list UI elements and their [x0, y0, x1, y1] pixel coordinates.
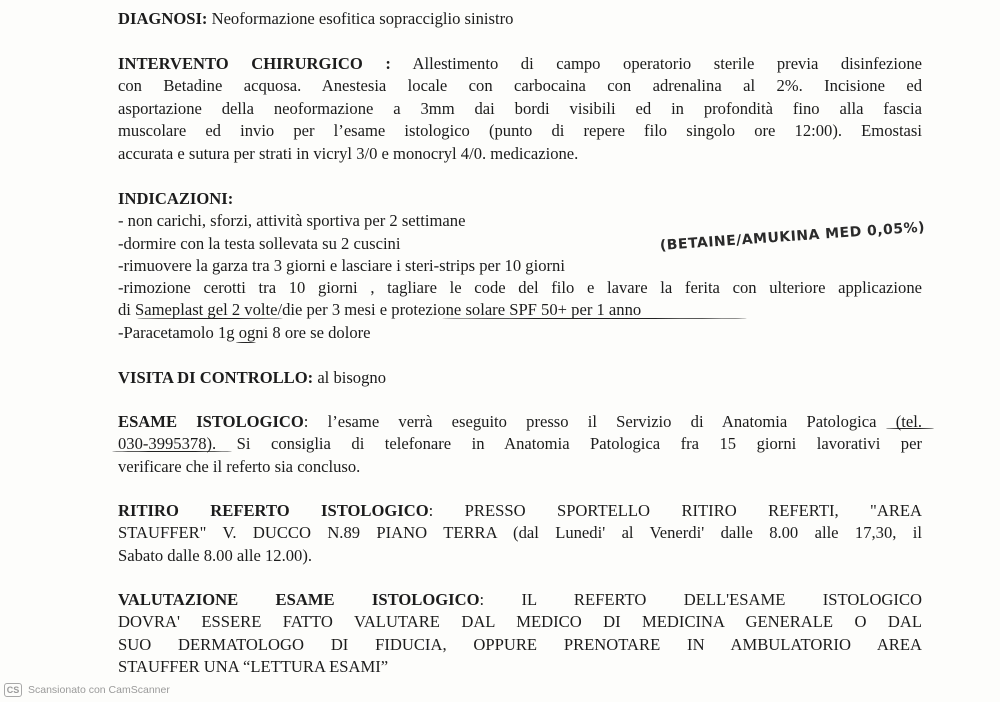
esame-text-1: : l’esame verrà eseguito presso il Servizio di Anatomia Patologica (tel. [303, 412, 922, 431]
indicazioni-item: -rimozione cerotti tra 10 giorni , tagliare le code del filo e lavare la ferita con ulteriore applicazione [118, 278, 922, 297]
diagnosi-label: DIAGNOSI: [118, 9, 208, 28]
valutazione-line-3: SUO DERMATOLOGO DI FIDUCIA, OPPURE PRENOTARE IN AMBULATORIO AREA [118, 635, 922, 654]
visita-line [118, 368, 922, 388]
intervento-label: INTERVENTO CHIRURGICO : [118, 54, 391, 73]
ritiro-line-1 [118, 501, 922, 521]
esame-line-2: 030-3995378). Si consiglia di telefonare in Anatomia Patologica fra 15 giorni lavorativi per [118, 434, 922, 453]
handwritten-note: (BETAINE/AMUKINA MED 0,05%) [659, 219, 926, 254]
indicazioni-label: INDICAZIONI: [118, 189, 234, 208]
esame-line-3: verificare che il referto sia concluso. [118, 457, 361, 476]
indicazioni-item: di Sameplast gel 2 volte/die per 3 mesi e protezione solare SPF 50+ per 1 anno [118, 300, 642, 319]
camscanner-watermark [4, 682, 170, 698]
esame-line-1 [118, 412, 922, 432]
indicazioni-item: - non carichi, sforzi, attività sportiva per 2 settimane [118, 211, 466, 230]
handwritten-underline-sameplast [137, 318, 283, 319]
ritiro-line-2: STAUFFER" V. DUCCO N.89 PIANO TERRA (dal Lunedi' al Venerdi' dalle 8.00 alle 17,30, il [118, 523, 922, 542]
handwritten-underline-spf [442, 318, 747, 319]
indicazioni-item: -rimuovere la garza tra 3 giorni e lasciare i steri-strips per 10 giorni [118, 256, 565, 275]
intervento-line-1 [118, 54, 922, 74]
valutazione-line-4: STAUFFER UNA “LETTURA ESAMI” [118, 657, 389, 676]
valutazione-label: VALUTAZIONE ESAME ISTOLOGICO [118, 590, 480, 609]
visita-text: al bisogno [313, 368, 386, 387]
camscanner-text: Scansionato con CamScanner [28, 684, 170, 696]
indicazioni-item: -dormire con la testa sollevata su 2 cuscini [118, 234, 401, 253]
indicazioni-item: -Paracetamolo 1g ogni 8 ore se dolore [118, 323, 371, 342]
intervento-line-3: asportazione della neoformazione a 3mm dai bordi visibili ed in profondità fino alla fascia [118, 99, 922, 118]
visita-label: VISITA DI CONTROLLO: [118, 368, 314, 387]
valutazione-line-1 [118, 590, 922, 610]
valutazione-text-1: : IL REFERTO DELL'ESAME ISTOLOGICO [479, 590, 922, 609]
ritiro-line-3: Sabato dalle 8.00 alle 12.00). [118, 546, 313, 565]
diagnosi-text: Neoformazione esofitica sopracciglio sinistro [207, 9, 514, 28]
ritiro-label: RITIRO REFERTO ISTOLOGICO [118, 501, 429, 520]
intervento-line-5: accurata e sutura per strati in vicryl 3/0 e monocryl 4/0. medicazione. [118, 144, 579, 163]
intervento-line-2: con Betadine acquosa. Anestesia locale con carbocaina con adrenalina al 2%. Incisione ed [118, 76, 922, 95]
diagnosi-line [118, 9, 922, 29]
handwritten-underline-paracetamolo [236, 342, 256, 343]
intervento-line-4: muscolare ed invio per l’esame istologico (punto di repere filo singolo ore 12:00). Emostasi [118, 121, 922, 140]
ritiro-text-1: : PRESSO SPORTELLO RITIRO REFERTI, "AREA [428, 501, 923, 520]
valutazione-line-2: DOVRA' ESSERE FATTO VALUTARE DAL MEDICO DI MEDICINA GENERALE O DAL [118, 612, 922, 631]
camscanner-logo-icon: CS [4, 683, 22, 697]
esame-label: ESAME ISTOLOGICO [118, 412, 304, 431]
intervento-text-1: Allestimento di campo operatorio sterile previa disinfezione [390, 54, 922, 73]
